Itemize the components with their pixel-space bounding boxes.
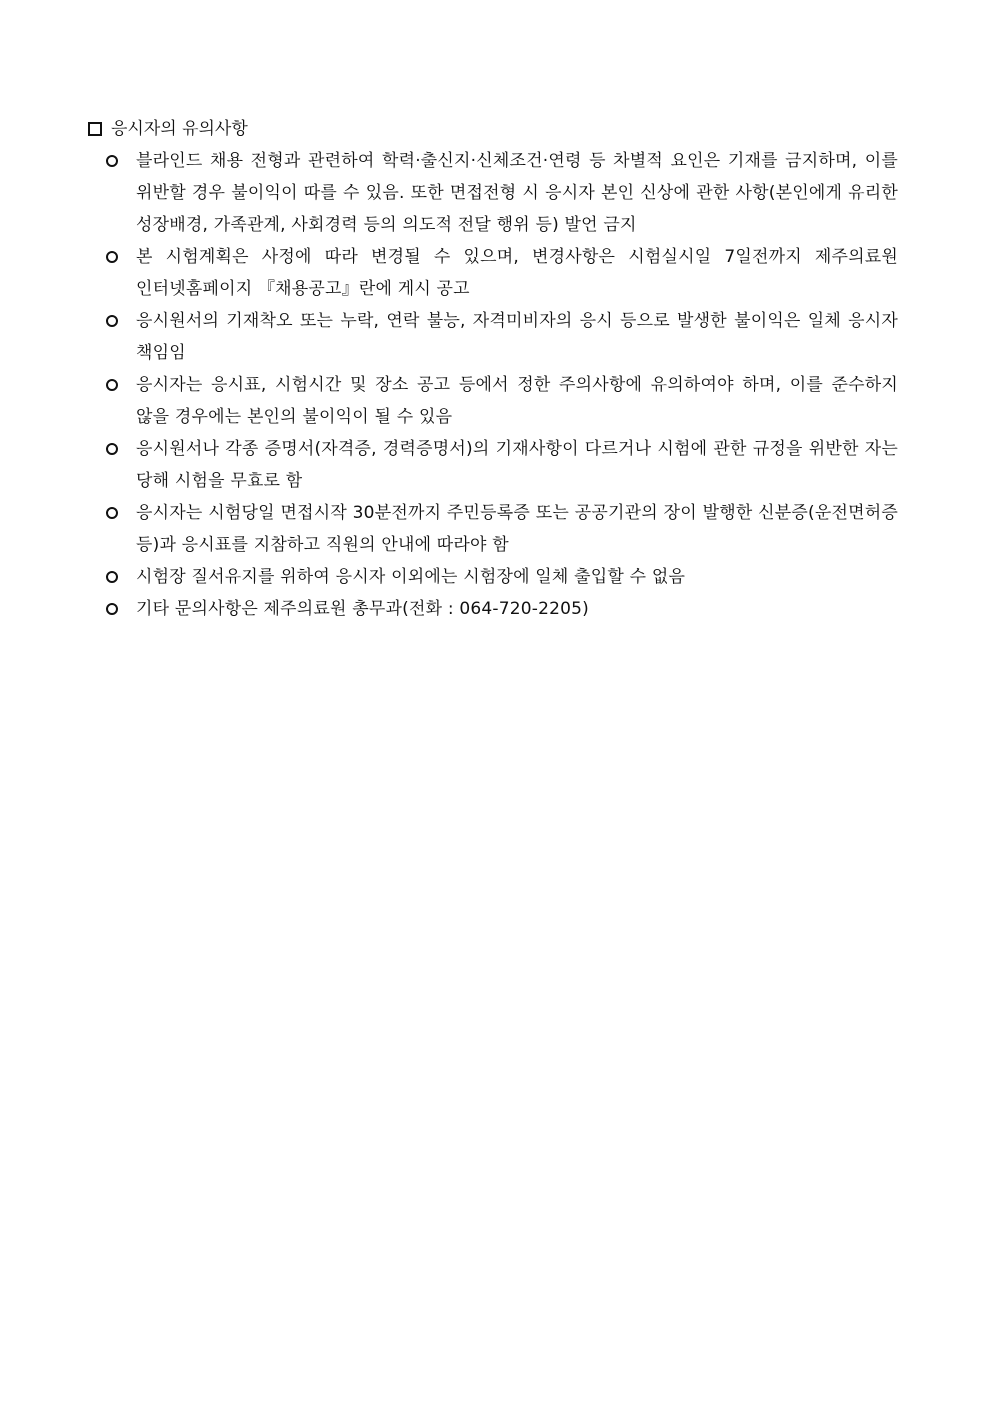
- circle-bullet-icon: [106, 571, 118, 583]
- circle-bullet-icon: [106, 603, 118, 615]
- section-title-text: 응시자의 유의사항: [111, 119, 248, 139]
- list-item: [106, 593, 898, 625]
- list-item: [106, 497, 898, 561]
- square-bullet-icon: [88, 122, 102, 136]
- circle-bullet-icon: [106, 315, 118, 327]
- list-item-text: 시험장 질서유지를 위하여 응시자 이외에는 시험장에 일체 출입할 수 없음: [136, 567, 686, 587]
- list-item-text: 응시자는 응시표, 시험시간 및 장소 공고 등에서 정한 주의사항에 유의하여야 하며, 이를 준수하지 않을 경우에는 본인의 불이익이 될 수 있음: [136, 375, 898, 427]
- list-item-text: 응시원서의 기재착오 또는 누락, 연락 불능, 자격미비자의 응시 등으로 발생한 불이익은 일체 응시자 책임임: [136, 311, 898, 363]
- list-item: [106, 145, 898, 241]
- list-item: [106, 433, 898, 497]
- circle-bullet-icon: [106, 507, 118, 519]
- circle-bullet-icon: [106, 443, 118, 455]
- list-item: [106, 241, 898, 305]
- list-item-text: 블라인드 채용 전형과 관련하여 학력·출신지·신체조건·연령 등 차별적 요인은 기재를 금지하며, 이를 위반할 경우 불이익이 따를 수 있음. 또한 면접전형 시 응시자 본인 신상에 관한 사항(본인에게 유리한 성장배경, 가족관계, 사회경력 등의 의도적 전달 행위 등) 발언 금지: [136, 151, 898, 235]
- list-item: [106, 305, 898, 369]
- circle-bullet-icon: [106, 379, 118, 391]
- notice-list: [106, 145, 898, 625]
- list-item: [106, 561, 898, 593]
- circle-bullet-icon: [106, 155, 118, 167]
- list-item-text: 본 시험계획은 사정에 따라 변경될 수 있으며, 변경사항은 시험실시일 7일전까지 제주의료원 인터넷홈페이지 『채용공고』란에 게시 공고: [136, 247, 898, 299]
- list-item-text: 기타 문의사항은 제주의료원 총무과(전화 : 064-720-2205): [136, 599, 590, 619]
- list-item: [106, 369, 898, 433]
- circle-bullet-icon: [106, 251, 118, 263]
- section-heading: [88, 116, 248, 142]
- list-item-text: 응시원서나 각종 증명서(자격증, 경력증명서)의 기재사항이 다르거나 시험에 관한 규정을 위반한 자는 당해 시험을 무효로 함: [136, 439, 898, 491]
- list-item-text: 응시자는 시험당일 면접시작 30분전까지 주민등록증 또는 공공기관의 장이 발행한 신분증(운전면허증 등)과 응시표를 지참하고 직원의 안내에 따라야 함: [136, 503, 898, 555]
